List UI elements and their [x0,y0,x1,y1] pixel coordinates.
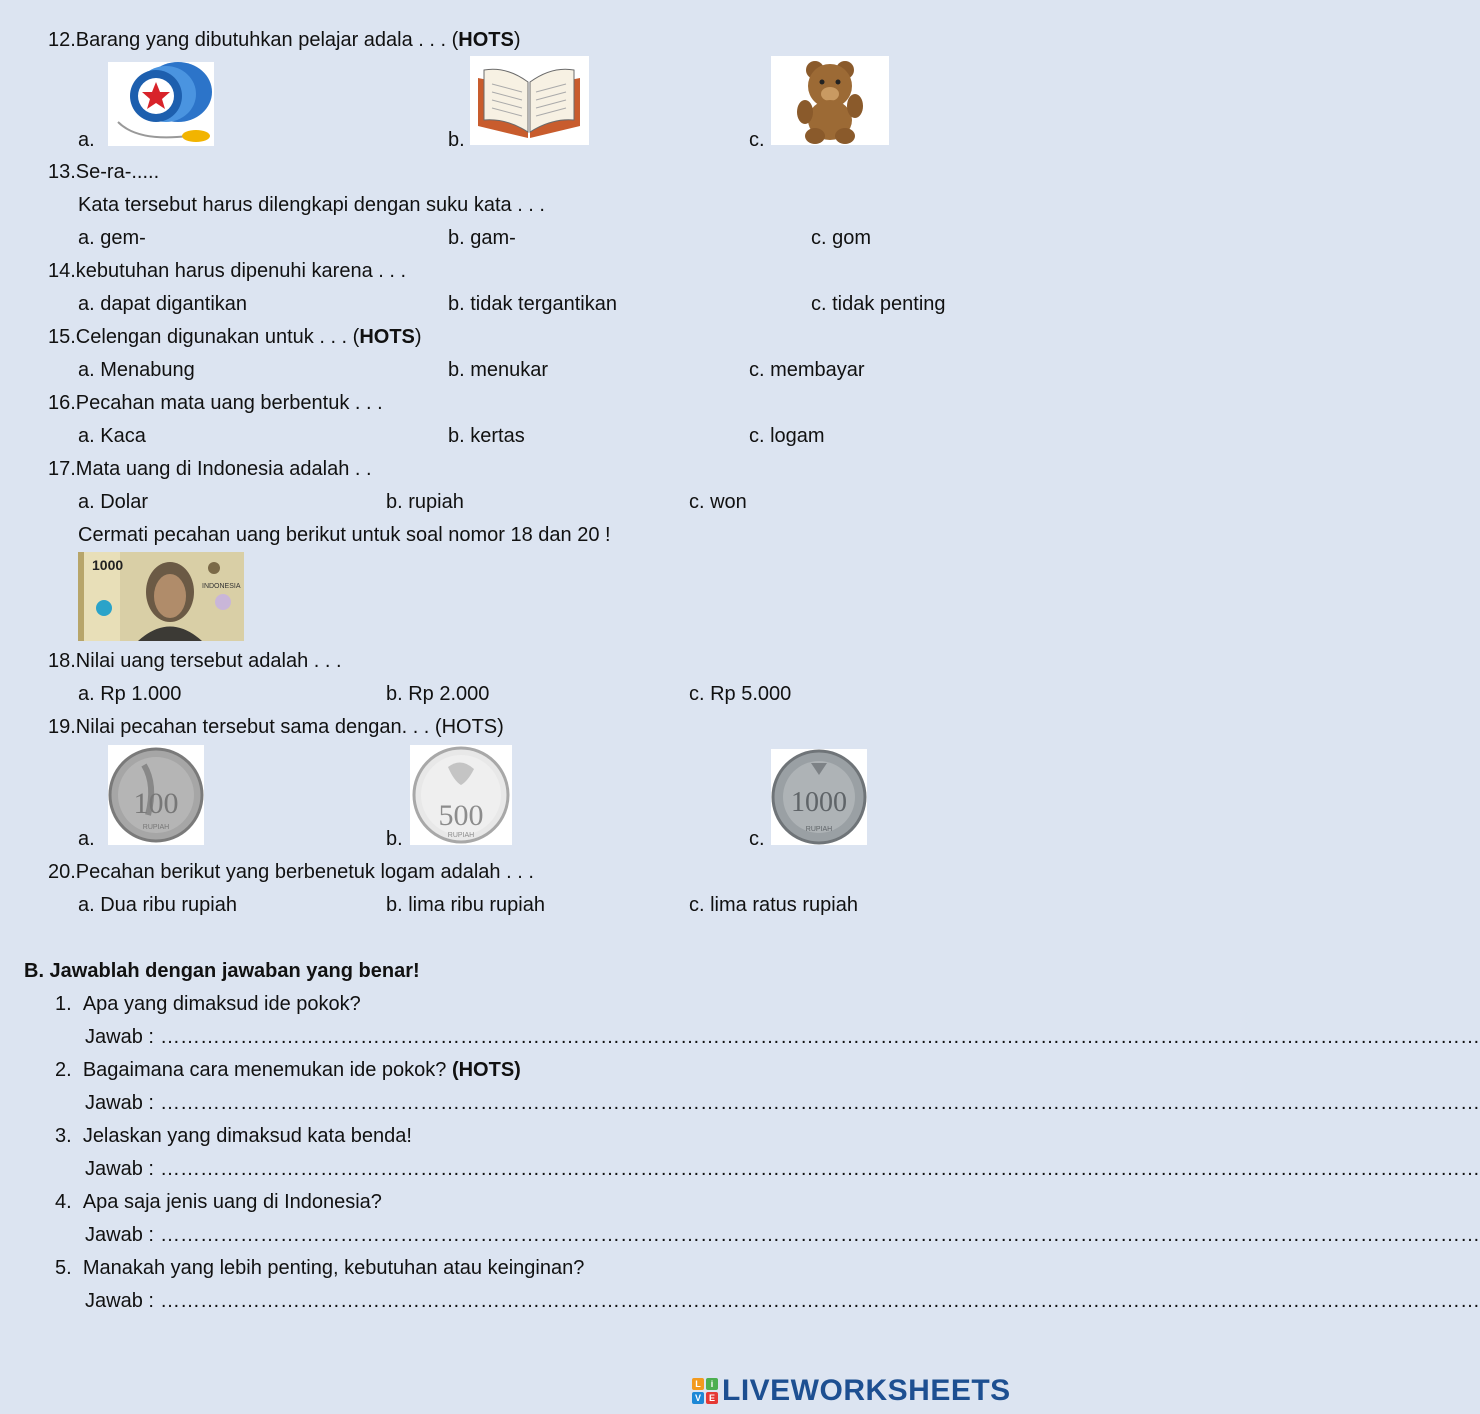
q19-option-c-label: c. [749,828,765,850]
q12-text: 12.Barang yang dibutuhkan pelajar adala . . . (HOTS) [48,29,521,51]
q20-option-c: c. lima ratus rupiah [689,894,858,916]
logo-grid-icon: L i V E [692,1378,718,1404]
q20-option-b: b. lima ribu rupiah [386,894,545,916]
q15-option-c: c. membayar [749,359,865,381]
coin-100-unit: RUPIAH [142,824,170,831]
q16-text: 16.Pecahan mata uang berbentuk . . . [48,392,383,414]
coin-1000-image [771,749,867,845]
q16-option-c: c. logam [749,425,825,447]
answer-label-3: Jawab : [85,1158,154,1180]
book-image [470,56,589,145]
q13-option-b: b. gam- [448,227,516,249]
coin-100-image [108,745,204,845]
essay-question-1: 1. Apa yang dimaksud ide pokok? [55,993,361,1015]
essay-question-5: 5. Manakah yang lebih penting, kebutuhan atau keinginan? [55,1257,585,1279]
q18-option-a: a. Rp 1.000 [78,683,182,705]
q14-option-a: a. dapat digantikan [78,293,248,315]
q14-option-c: c. tidak penting [811,293,946,315]
q15-option-b: b. menukar [448,359,549,381]
answer-field-3[interactable]: ……………………………………………………………………………………………………………………………………………………………………………… [160,1158,1480,1180]
essay-question-2: 2. Bagaimana cara menemukan ide pokok? (HOTS) [55,1059,521,1081]
q16-option-b: b. kertas [448,425,525,447]
teddy-bear-image [771,56,889,145]
q16-option-a: a. Kaca [78,425,146,447]
q19-text: 19.Nilai pecahan tersebut sama dengan. . . (HOTS) [48,716,504,738]
coin-1000-unit: RUPIAH [805,826,833,833]
logo-text: LIVEWORKSHEETS [722,1374,1011,1407]
coin-500-image [410,745,512,845]
section-b-title: B. Jawablah dengan jawaban yang benar! [24,960,420,982]
q13-option-c: c. gom [811,227,872,249]
banknote-value: 1000 [92,557,124,573]
answer-field-4[interactable]: ……………………………………………………………………………………………………………………………………………………………………………… [160,1224,1480,1246]
q14-text: 14.kebutuhan harus dipenuhi karena . . . [48,260,407,282]
essay-question-4: 4. Apa saja jenis uang di Indonesia? [55,1191,382,1213]
answer-label-1: Jawab : [85,1026,154,1048]
q15-text: 15.Celengan digunakan untuk . . . (HOTS) [48,326,422,348]
answer-field-1[interactable]: ……………………………………………………………………………………………………………………………………………………………………………… [160,1026,1480,1048]
q19-option-a-label: a. [78,828,95,850]
q19-option-b-label: b. [386,828,403,850]
answer-label-5: Jawab : [85,1290,154,1312]
banknote-1000-image [78,552,244,641]
q13-option-a: a. gem- [78,227,146,249]
yoyo-image [108,62,214,146]
liveworksheets-logo[interactable] [692,1374,1011,1408]
answer-field-5[interactable]: ……………………………………………………………………………………………………………………………………………………………………………… [160,1290,1480,1312]
answer-label-4: Jawab : [85,1224,154,1246]
banknote-country: INDONESIA [202,583,241,590]
q17-option-a: a. Dolar [78,491,149,513]
q20-option-a: a. Dua ribu rupiah [78,894,237,916]
q13-sub: Kata tersebut harus dilengkapi dengan suku kata . . . [78,194,545,216]
q17-option-b: b. rupiah [386,491,464,513]
coin-1000-value: 1000 [791,787,847,818]
q12-option-b-label: b. [448,129,465,151]
q17-text: 17.Mata uang di Indonesia adalah . . [48,458,372,480]
q20-text: 20.Pecahan berikut yang berbenetuk logam adalah . . . [48,861,534,883]
q18-option-c: c. Rp 5.000 [689,683,792,705]
q12-option-c-label: c. [749,129,765,151]
essay-question-3: 3. Jelaskan yang dimaksud kata benda! [55,1125,412,1147]
q14-option-b: b. tidak tergantikan [448,293,617,315]
coin-500-value: 500 [438,799,484,832]
q13-text: 13.Se-ra-..... [48,161,160,183]
q12-option-a-label: a. [78,129,95,151]
q18-text: 18.Nilai uang tersebut adalah . . . [48,650,342,672]
q15-option-a: a. Menabung [78,359,195,381]
answer-label-2: Jawab : [85,1092,154,1114]
coin-500-unit: RUPIAH [447,832,475,839]
instruction-note: Cermati pecahan uang berikut untuk soal nomor 18 dan 20 ! [78,524,611,546]
answer-field-2[interactable]: ……………………………………………………………………………………………………………………………………………………………………………… [160,1092,1480,1114]
q18-option-b: b. Rp 2.000 [386,683,490,705]
q17-option-c: c. won [689,491,747,513]
coin-100-value: 100 [133,787,179,820]
